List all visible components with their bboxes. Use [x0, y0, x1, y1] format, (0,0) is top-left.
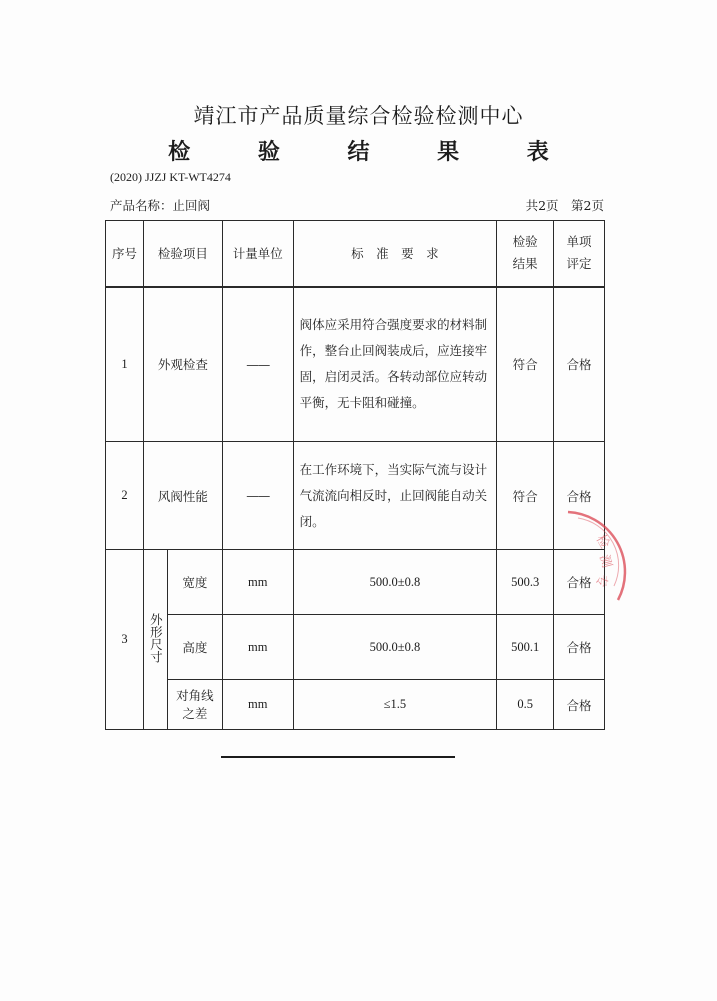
table-header-row	[106, 221, 605, 287]
end-of-table-rule	[221, 756, 455, 758]
table-row	[106, 442, 605, 550]
row-seq: 3	[106, 550, 144, 730]
row-eval: 合格	[554, 550, 605, 615]
header-eval	[554, 221, 605, 287]
row-result: 符合	[497, 442, 554, 550]
header-item: 检验项目	[143, 221, 222, 287]
header-unit: 计量单位	[222, 221, 293, 287]
row-requirement: 500.0±0.8	[293, 615, 497, 680]
row-unit: mm	[222, 680, 293, 730]
table-row	[106, 680, 605, 730]
row-item: 宽度	[167, 550, 222, 615]
row-eval: 合格	[554, 442, 605, 550]
row-seq: 2	[106, 442, 144, 550]
product-name-label: 产品名称：	[110, 198, 173, 213]
row-item: 外观检查	[143, 287, 222, 442]
inspection-results-table	[105, 220, 605, 730]
product-name-line	[110, 196, 210, 214]
row-result: 500.1	[497, 615, 554, 680]
header-eval-line2: 评定	[566, 256, 592, 272]
header-result-line1: 检验	[512, 234, 538, 250]
header-result-line2: 结果	[512, 256, 538, 272]
row-unit: mm	[222, 550, 293, 615]
row-unit: ——	[222, 287, 293, 442]
row-unit: ——	[222, 442, 293, 550]
organization-title: 靖江市产品质量综合检验检测中心	[193, 104, 524, 128]
row-group-label	[143, 550, 167, 730]
report-number: (2020) JJZJ KT-WT4274	[110, 170, 231, 184]
row-item: 风阀性能	[143, 442, 222, 550]
row-requirement: 阀体应采用符合强度要求的材料制作，整台止回阀装成后，应连接牢固，启闭灵活。各转动部位应转动平衡，无卡阻和碰撞。	[293, 287, 497, 442]
official-seal-stamp	[548, 498, 658, 608]
header-result	[497, 221, 554, 287]
row-requirement: ≤1.5	[293, 680, 497, 730]
row-requirement: 在工作环境下，当实际气流与设计气流流向相反时，止回阀能自动关闭。	[293, 442, 497, 550]
row-item: 对角线之差	[167, 680, 222, 730]
row-eval: 合格	[554, 287, 605, 442]
svg-text:专: 专	[592, 573, 609, 588]
table-row	[106, 615, 605, 680]
row-result: 符合	[497, 287, 554, 442]
row-item: 高度	[167, 615, 222, 680]
header-requirement: 标 准 要 求	[293, 221, 497, 287]
row-eval: 合格	[554, 615, 605, 680]
header-seq: 序号	[106, 221, 144, 287]
page-info: 共2页 第2页	[525, 198, 604, 213]
row-result: 0.5	[497, 680, 554, 730]
row-result: 500.3	[497, 550, 554, 615]
row-requirement: 500.0±0.8	[293, 550, 497, 615]
table-row	[106, 287, 605, 442]
row-eval: 合格	[554, 680, 605, 730]
row-unit: mm	[222, 615, 293, 680]
table-row	[106, 550, 605, 615]
svg-text:测: 测	[596, 553, 614, 570]
group-label-text: 外形尺寸	[148, 613, 164, 663]
header-eval-line1: 单项	[566, 234, 592, 250]
svg-text:检: 检	[592, 532, 613, 552]
row-seq: 1	[106, 287, 144, 442]
document-title: 检 验 结 果 表	[168, 139, 579, 165]
product-name-value: 止回阀	[172, 198, 211, 213]
